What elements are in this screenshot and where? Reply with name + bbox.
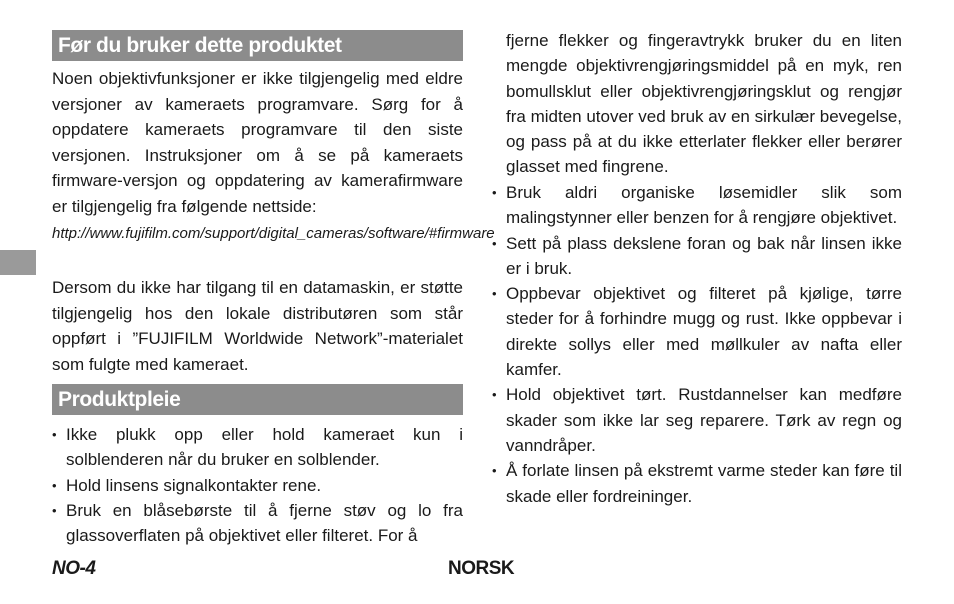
intro-paragraph: Noen objektivfunksjoner er ikke tilgjengelig med eldre versjoner av kameraets programvare. Sørg for å oppdatere kameraets programvare til den siste versjonen. Instruksjoner om å se på kameraets firmware-versjon og oppdatering av kamerafirmware er tilgjengelig fra følgende nettside:: [52, 69, 463, 216]
care-list-left: [52, 422, 463, 548]
list-item-continuation: fjerne flekker og fingeravtrykk bruker du en liten mengde objektivrengjøringsmiddel på en myk, ren bomullsklut eller objektivrengjøringsklut og rengjør fra midten utover ved bruk av en sirkulær bevegelse, og pass på at du ikke etterlater flekker eller berører glasset med fingrene.: [506, 31, 902, 177]
section-heading: Produktpleie: [58, 387, 181, 411]
support-paragraph: Dersom du ikke har tilgang til en datamaskin, er støtte tilgjengelig hos den lokale distributøren som står oppført i ”FUJIFILM Worldwide Network”-materialet som fulgte med kameraet.: [52, 278, 463, 374]
list-item: • Oppbevar objektivet og filteret på kjølige, tørre steder for å forhindre mugg og rust. Ikke oppbevar i direkte sollys eller med møllkuler av nafta eller kamfer.: [492, 281, 902, 382]
list-item: • Hold objektivet tørt. Rustdannelser kan medføre skader som ikke lar seg reparere. Tørk av regn og vanndråper.: [492, 382, 902, 458]
list-item: • Hold linsens signalkontakter rene.: [52, 473, 463, 498]
list-item: • Bruk aldri organiske løsemidler slik som malingstynner eller benzen for å rengjøre objektivet.: [492, 180, 902, 231]
list-item: • Ikke plukk opp eller hold kameraet kun i solblenderen når du bruker en solblender.: [52, 422, 463, 473]
firmware-url[interactable]: http://www.fujifilm.com/support/digital_cameras/software/#firmware: [52, 225, 495, 242]
section-heading: Før du bruker dette produktet: [58, 33, 342, 57]
page-number: NO-4: [52, 558, 96, 579]
care-list-right: [492, 180, 902, 509]
section-heading-bar: [52, 384, 463, 415]
chapter-tab-marker: [0, 250, 36, 275]
language-label: NORSK: [448, 558, 515, 579]
list-item: • Sett på plass dekslene foran og bak når linsen ikke er i bruk.: [492, 231, 902, 282]
list-item: • Å forlate linsen på ekstremt varme steder kan føre til skade eller fordreininger.: [492, 458, 902, 509]
section-heading-bar: [52, 30, 463, 61]
list-item: • Bruk en blåsebørste til å fjerne støv og lo fra glassoverflaten på objektivet eller filteret. For å: [52, 498, 463, 549]
